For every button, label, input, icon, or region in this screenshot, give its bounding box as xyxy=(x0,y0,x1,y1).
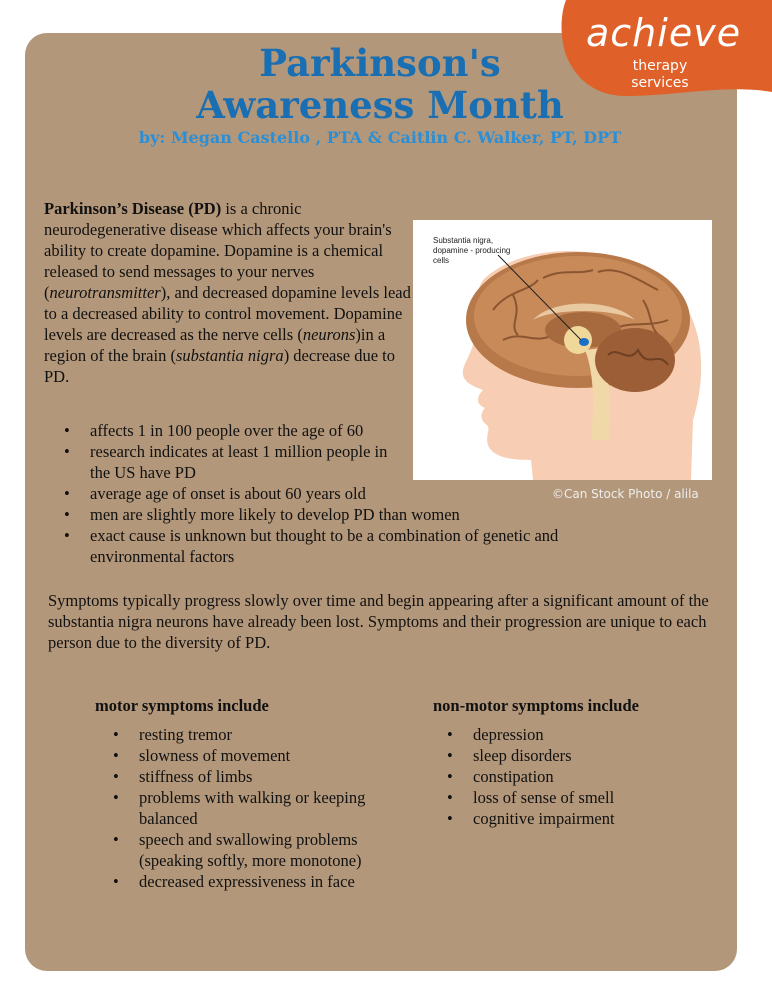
motor-symptoms-list xyxy=(139,724,369,892)
list-item: • average age of onset is about 60 years old xyxy=(90,483,650,504)
intro-italic-3: substantia nigra xyxy=(175,346,284,365)
intro-text-1: is a chronic neurodegenerative disease which affects your brain's ability to create dopamine. Dopamine is a chemical released to send messages to your nerves ( xyxy=(44,199,392,302)
intro-italic-2: neurons xyxy=(302,325,356,344)
intro-term: Parkinson’s Disease (PD) xyxy=(44,199,222,218)
list-item: • research indicates at least 1 million people in the US have PD xyxy=(90,441,390,483)
logo-subtitle xyxy=(628,58,692,92)
list-item: • depression xyxy=(473,724,713,745)
list-item: • exact cause is unknown but thought to be a combination of genetic and environmental factors xyxy=(90,525,650,567)
figure-label: Substantia nigra, dopamine - producing cells xyxy=(433,236,511,265)
page-title xyxy=(130,42,630,126)
list-item: • men are slightly more likely to develop PD than women xyxy=(90,504,650,525)
list-item: • problems with walking or keeping balanced xyxy=(139,787,369,829)
title-line-1: Parkinson's xyxy=(259,41,501,85)
photo-credit: ©Can Stock Photo / alila xyxy=(552,487,699,501)
intro-text-2: ), and decreased dopamine levels lead to a decreased ability to control movement. Dopamine levels are decreased as the nerve cells ( xyxy=(44,283,411,344)
intro-paragraph xyxy=(44,198,412,387)
list-item: • constipation xyxy=(473,766,713,787)
intro-text-4: ) decrease due to PD. xyxy=(44,346,395,386)
nonmotor-symptoms-list xyxy=(473,724,713,829)
list-item: • loss of sense of smell xyxy=(473,787,713,808)
list-item: • affects 1 in 100 people over the age of 60 xyxy=(90,420,650,441)
list-item: • sleep disorders xyxy=(473,745,713,766)
logo-word: achieve xyxy=(586,11,742,55)
list-item: • cognitive impairment xyxy=(473,808,713,829)
nonmotor-heading: non-motor symptoms include xyxy=(433,696,639,715)
byline: by: Megan Castello , PTA & Caitlin C. Walker, PT, DPT xyxy=(138,128,622,147)
symptoms-paragraph: Symptoms typically progress slowly over time and begin appearing after a significant amount of the substantia nigra neurons have already been lost. Symptoms and their progression are unique to each person due to the diversity of PD. xyxy=(48,591,709,652)
intro-italic-1: neurotransmitter xyxy=(49,283,161,302)
list-item: • slowness of movement xyxy=(139,745,369,766)
list-item: • speech and swallowing problems (speaking softly, more monotone) xyxy=(139,829,369,871)
list-item: • decreased expressiveness in face xyxy=(139,871,369,892)
logo-line-2: services xyxy=(631,75,689,91)
intro-text-3: )in a region of the brain ( xyxy=(44,325,386,365)
list-item: • stiffness of limbs xyxy=(139,766,369,787)
facts-list xyxy=(90,420,650,567)
title-line-2: Awareness Month xyxy=(196,83,564,127)
logo-line-1: therapy xyxy=(632,58,688,74)
list-item: • resting tremor xyxy=(139,724,369,745)
motor-heading: motor symptoms include xyxy=(95,696,269,715)
